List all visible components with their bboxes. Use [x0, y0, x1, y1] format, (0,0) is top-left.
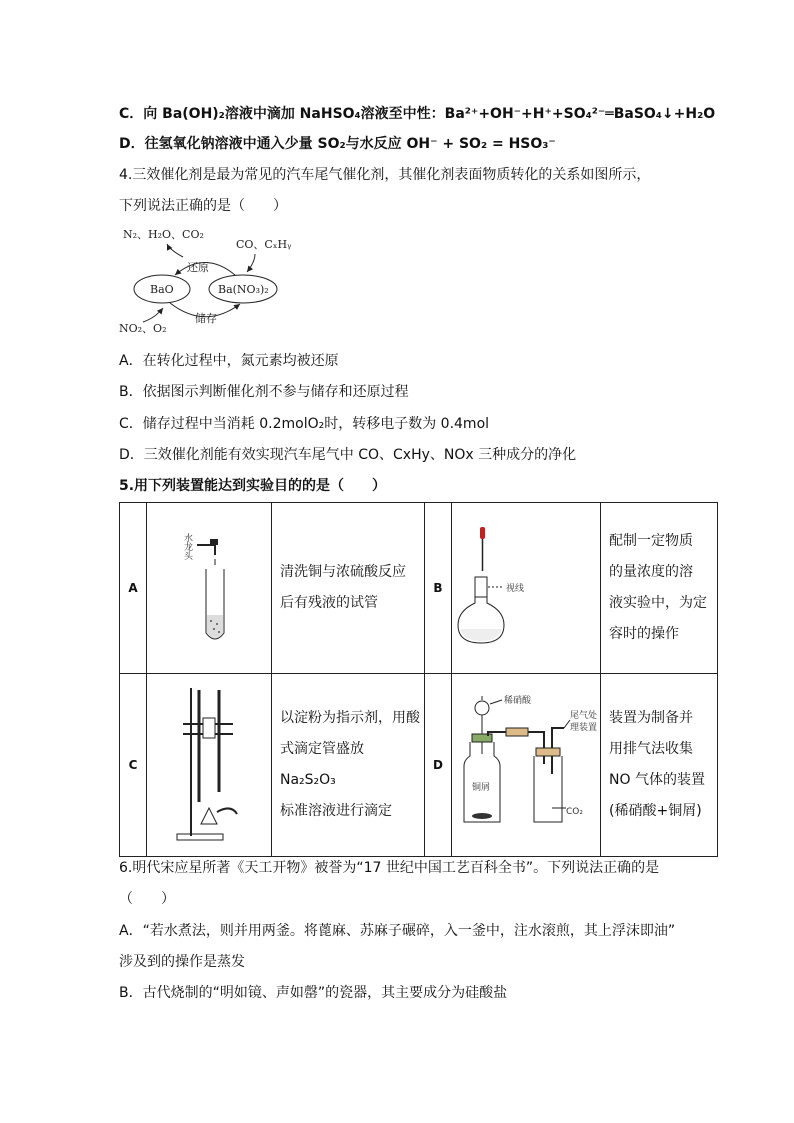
option-d-desc: 装置为制备并 用排气法收集 NO 气体的装置 (稀硝酸+铜屑) — [601, 674, 718, 857]
collection-bottle-icon — [534, 756, 562, 822]
q4-stem-line1: 4.三效催化剂是最为常见的汽车尾气催化剂，其催化剂表面物质转化的关系如图所示， — [119, 167, 651, 183]
option-c-desc: 以淀粉为指示剂，用酸 式滴定管盛放 Na₂S₂O₃ 标准溶液进行滴定 — [272, 674, 425, 857]
top-left-products: N₂、H₂O、CO₂ — [123, 228, 204, 241]
q3-option-d: D．往氢氧化钠溶液中通入少量 SO₂与水反应 OH⁻ + SO₂ = HSO₃⁻ — [119, 136, 556, 152]
q6-stem-line2: （ ） — [119, 891, 175, 907]
top-right-reactants: CO、CₓHᵧ — [236, 238, 292, 251]
co2-label: CO₂ — [566, 807, 583, 817]
tail-gas-label-1: 尾气处 — [570, 711, 598, 721]
faucet-label: 水龙头 — [182, 533, 192, 560]
right-node-label: Ba(NO₃)₂ — [218, 283, 269, 296]
dropping-funnel-icon — [475, 701, 489, 715]
q6-option-a-line2: 涉及到的操作是蒸发 — [119, 954, 245, 970]
dilute-nitric-label: 稀硝酸 — [504, 696, 532, 706]
sightline-label: 视线 — [506, 584, 525, 594]
option-a-label: A — [120, 503, 147, 674]
q4-option-a: A．在转化过程中，氮元素均被还原 — [119, 353, 339, 369]
reduce-label: 还原 — [187, 261, 209, 274]
faucet-icon — [197, 545, 215, 555]
option-b-desc: 配制一定物质 的量浓度的溶 液实验中，为定 容时的操作 — [601, 503, 718, 674]
q3-option-c: C．向 Ba(OH)₂溶液中滴加 NaHSO₄溶液至中性：Ba²⁺+OH⁻+H⁺+SO₄²⁻═BaSO₄↓+H₂O — [119, 106, 716, 122]
bottom-left-reactants: NO₂、O₂ — [119, 322, 167, 335]
q4-option-b: B．依据图示判断催化剂不参与储存和还原过程 — [119, 384, 409, 400]
q6-option-a-line1: A．“若水煮法，则并用两釜。将蓖麻、苏麻子碾碎，入一釜中，注水滚煎，其上浮沫即油” — [119, 923, 676, 939]
option-a-desc: 清洗铜与浓硫酸反应 后有残液的试管 — [272, 503, 425, 674]
q4-stem-line2: 下列说法正确的是（ ） — [119, 198, 287, 214]
dropper-bulb-icon — [480, 527, 485, 539]
option-a-picture — [147, 503, 272, 674]
store-label: 储存 — [195, 312, 217, 325]
option-d-label: D — [425, 674, 452, 857]
flask-icon — [201, 808, 217, 824]
option-c-picture — [147, 674, 272, 857]
q4-option-d: D．三效催化剂能有效实现汽车尾气中 CO、CxHy、NOx 三种成分的净化 — [119, 447, 577, 463]
tail-gas-label-2: 理装置 — [570, 723, 598, 733]
q6-option-b: B．古代烧制的“明如镜、声如罄”的瓷器，其主要成分为硅酸盐 — [119, 985, 508, 1001]
option-c-label: C — [120, 674, 147, 857]
q6-stem-line1: 6.明代宋应星所著《天工开物》被誉为“17 世纪中国工艺百科全书”。下列说法正确的是 — [119, 860, 660, 876]
catalyst-cycle-diagram — [115, 222, 315, 340]
q5-stem: 5.用下列装置能达到实验目的的是（ ） — [119, 478, 387, 494]
left-node-label: BaO — [150, 283, 174, 296]
q5-options-table — [119, 502, 718, 857]
copper-label: 铜屑 — [472, 783, 491, 793]
q4-option-c: C．储存过程中当消耗 0.2molO₂时，转移电子数为 0.4mol — [119, 416, 490, 432]
option-b-picture — [452, 503, 601, 674]
option-b-label: B — [425, 503, 452, 674]
option-d-picture — [452, 674, 601, 857]
